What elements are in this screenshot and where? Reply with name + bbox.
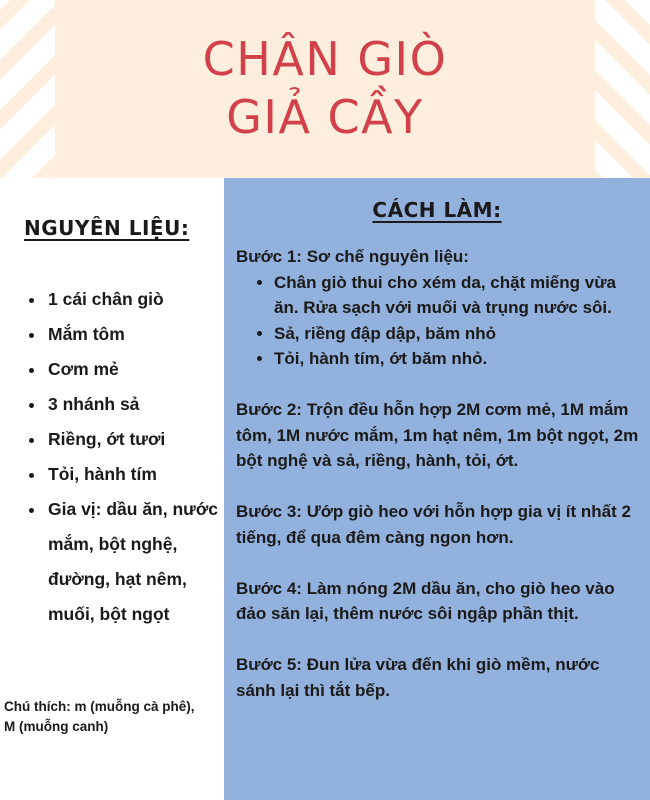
note-line-1: Chú thích: m (muỗng cà phê), (4, 699, 195, 714)
step-5-text: Bước 5: Đun lửa vừa đến khi giò mềm, nước sánh lại thì tắt bếp. (236, 655, 600, 700)
steps-list (236, 244, 642, 729)
list-item: • Cơm mẻ (46, 352, 226, 387)
list-item: • Riềng, ớt tươi (46, 422, 226, 457)
list-item: • Sả, riềng đập dập, băm nhỏ (274, 321, 642, 347)
list-item: • 3 nhánh sả (46, 387, 226, 422)
measurement-note (4, 697, 226, 737)
ingredients-heading: NGUYÊN LIỆU: (24, 216, 190, 240)
stripe-decoration-left (0, 0, 55, 178)
list-item: • Mắm tôm (46, 317, 226, 352)
list-item: • Tỏi, hành tím, ớt băm nhỏ. (274, 346, 642, 372)
list-item: • 1 cái chân giò (46, 282, 226, 317)
list-item: • Tỏi, hành tím (46, 457, 226, 492)
step-2-text: Bước 2: Trộn đều hỗn hợp 2M cơm mẻ, 1M mắm tôm, 1M nước mắm, 1m hạt nêm, 1m bột ngọt, 2m bột nghệ và sả, riềng, hành, tỏi, ớt. (236, 400, 639, 470)
list-item: • Gia vị: dầu ăn, nước mắm, bột nghệ, đường, hạt nêm, muối, bột ngọt (46, 492, 226, 632)
method-heading: CÁCH LÀM: (372, 198, 502, 222)
list-item: • Chân giò thui cho xém da, chặt miếng vừa ăn. Rửa sạch với muối và trụng nước sôi. (274, 270, 642, 321)
title-line-2: GIẢ CẦY (226, 90, 424, 144)
header-banner (0, 0, 650, 178)
step-1 (236, 244, 642, 372)
title-line-1: CHÂN GIÒ (202, 32, 448, 86)
step-1-bullets (236, 270, 642, 372)
ingredients-panel (0, 178, 224, 800)
step-5 (236, 652, 642, 703)
step-1-title: Bước 1: Sơ chế nguyên liệu: (236, 247, 469, 266)
step-4-text: Bước 4: Làm nóng 2M dầu ăn, cho giò heo vào đảo săn lại, thêm nước sôi ngập phần thịt. (236, 578, 615, 623)
note-line-2: M (muỗng canh) (4, 719, 109, 734)
stripe-decoration-right (595, 0, 650, 178)
ingredients-list (25, 282, 226, 632)
method-panel (224, 178, 650, 800)
page-title (55, 30, 595, 146)
step-4 (236, 576, 642, 627)
step-2 (236, 397, 642, 474)
step-3 (236, 499, 642, 550)
step-3-text: Bước 3: Ướp giò heo với hỗn hợp gia vị ít nhất 2 tiếng, để qua đêm càng ngon hơn. (236, 502, 631, 547)
